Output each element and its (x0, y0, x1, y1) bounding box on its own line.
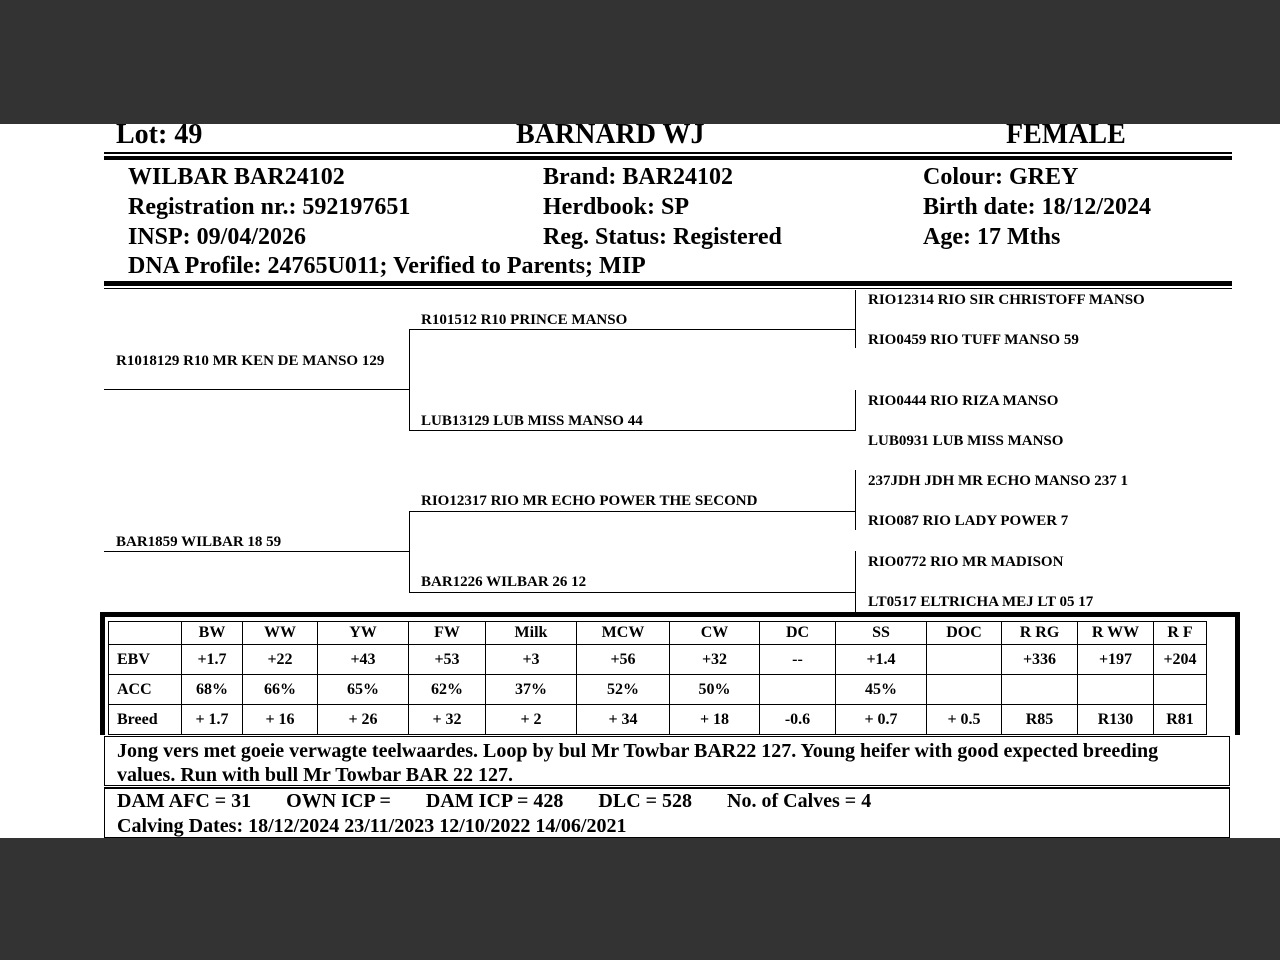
acc-cell: 65% (318, 675, 409, 705)
acc-cell: 66% (243, 675, 318, 705)
breed-cell: -0.6 (760, 705, 836, 735)
ebv-cell: +336 (1002, 645, 1078, 675)
ebv-cell: +204 (1154, 645, 1207, 675)
row-label: Breed (109, 705, 182, 735)
ebv-cell: -- (760, 645, 836, 675)
acc-cell (927, 675, 1002, 705)
ebv-cell: +53 (409, 645, 486, 675)
ebv-header-cell: DC (760, 622, 836, 645)
breed-cell: + 18 (670, 705, 760, 735)
ebv-header-cell: CW (670, 622, 760, 645)
breed-cell: R130 (1078, 705, 1154, 735)
dam-afc: DAM AFC = 31 (117, 790, 252, 812)
header-rule-thick (104, 156, 1232, 160)
ggp-6: RIO087 RIO LADY POWER 7 (868, 513, 1069, 529)
ebv-header-cell: R RG (1002, 622, 1078, 645)
acc-cell (1154, 675, 1207, 705)
dam-name: BAR1859 WILBAR 18 59 (116, 534, 282, 550)
sire-sire-line (409, 329, 856, 330)
ggp-4: LUB0931 LUB MISS MANSO (868, 433, 1064, 449)
ggp-bracket-1 (855, 290, 856, 348)
ebv-header-cell: Milk (486, 622, 577, 645)
info-rule-thick (104, 281, 1232, 286)
lot-sheet (0, 124, 1280, 838)
ebv-cell: +56 (577, 645, 670, 675)
ebv-header-cell: FW (409, 622, 486, 645)
sire-line (104, 389, 409, 390)
acc-row (109, 675, 1207, 705)
dam-dam-line (409, 592, 856, 593)
acc-cell (760, 675, 836, 705)
ebv-header-cell: R F (1154, 622, 1207, 645)
ggp-7: RIO0772 RIO MR MADISON (868, 554, 1064, 570)
breed-cell: + 0.5 (927, 705, 1002, 735)
breed-cell: + 0.7 (836, 705, 927, 735)
breed-cell: R81 (1154, 705, 1207, 735)
ebv-header-cell: BW (182, 622, 243, 645)
breed-cell: + 1.7 (182, 705, 243, 735)
breed-cell: + 34 (577, 705, 670, 735)
acc-cell: 52% (577, 675, 670, 705)
acc-cell (1078, 675, 1154, 705)
ebv-header-cell: WW (243, 622, 318, 645)
registration-number: Registration nr.: 592197651 (128, 194, 411, 220)
ebv-header-cell: DOC (927, 622, 1002, 645)
viewer-bottom-band (0, 838, 1280, 960)
own-icp: OWN ICP = (286, 790, 391, 812)
acc-cell: 45% (836, 675, 927, 705)
ggp-bracket-4 (855, 551, 856, 612)
breed-cell: + 2 (486, 705, 577, 735)
ebv-row (109, 645, 1207, 675)
ggp-bracket-2 (855, 390, 856, 430)
breed-cell: + 16 (243, 705, 318, 735)
herdbook: Herdbook: SP (543, 194, 690, 220)
ggp-1: RIO12314 RIO SIR CHRISTOFF MANSO (868, 292, 1145, 308)
dna-profile: DNA Profile: 24765U011; Verified to Parents; MIP (128, 253, 646, 279)
brand: Brand: BAR24102 (543, 164, 734, 190)
acc-cell: 37% (486, 675, 577, 705)
ebv-cell: +43 (318, 645, 409, 675)
dam-dam-name: BAR1226 WILBAR 26 12 (421, 574, 587, 590)
registration-status: Reg. Status: Registered (543, 224, 782, 250)
lot-number: Lot: 49 (116, 124, 203, 150)
sire-dam-name: LUB13129 LUB MISS MANSO 44 (421, 413, 643, 429)
breed-cell: + 26 (318, 705, 409, 735)
ebv-cell (927, 645, 1002, 675)
sire-dam-line (409, 430, 856, 431)
ebv-header-cell (109, 622, 182, 645)
ggp-8: LT0517 ELTRICHA MEJ LT 05 17 (868, 594, 1094, 610)
comment-box: Jong vers met goeie verwagte teelwaardes. Loop by bul Mr Towbar BAR22 127. Young heifer with good expected breeding values. Run with bull Mr Towbar BAR 22 127. (104, 736, 1230, 786)
ebv-header-cell: SS (836, 622, 927, 645)
row-label: EBV (109, 645, 182, 675)
ggp-3: RIO0444 RIO RIZA MANSO (868, 393, 1059, 409)
breed-row (109, 705, 1207, 735)
ebv-cell: +22 (243, 645, 318, 675)
row-label: ACC (109, 675, 182, 705)
calving-dates: Calving Dates: 18/12/2024 23/11/2023 12/10/2022 14/06/2021 (117, 815, 627, 837)
viewer-top-band (0, 0, 1280, 124)
number-of-calves: No. of Calves = 4 (727, 790, 872, 812)
ebv-cell: +1.7 (182, 645, 243, 675)
ebv-header-cell: MCW (577, 622, 670, 645)
dam-line (104, 551, 409, 552)
breed-cell: + 32 (409, 705, 486, 735)
sire-sire-name: R101512 R10 PRINCE MANSO (421, 312, 628, 328)
inspection-date: INSP: 09/04/2026 (128, 224, 307, 250)
dam-sire-line (409, 511, 856, 512)
sire-bracket (409, 329, 410, 430)
acc-cell: 62% (409, 675, 486, 705)
info-rule (104, 288, 1232, 289)
acc-cell: 68% (182, 675, 243, 705)
ebv-header-cell: R WW (1078, 622, 1154, 645)
dam-bracket (409, 511, 410, 592)
ggp-2: RIO0459 RIO TUFF MANSO 59 (868, 332, 1079, 348)
ebv-cell: +197 (1078, 645, 1154, 675)
ggp-5: 237JDH JDH MR ECHO MANSO 237 1 (868, 473, 1128, 489)
ebv-table (108, 621, 1207, 735)
colour: Colour: GREY (923, 164, 1079, 190)
ebv-header-row (109, 622, 1207, 645)
header-rule (104, 152, 1232, 154)
acc-cell (1002, 675, 1078, 705)
seller-name: BARNARD WJ (516, 124, 705, 150)
dam-icp: DAM ICP = 428 (425, 790, 564, 812)
dlc: DLC = 528 (598, 790, 693, 812)
sex-label: FEMALE (1006, 124, 1126, 150)
ebv-cell: +1.4 (836, 645, 927, 675)
animal-name: WILBAR BAR24102 (128, 164, 345, 190)
age: Age: 17 Mths (923, 224, 1061, 250)
ebv-header-cell: YW (318, 622, 409, 645)
dam-sire-name: RIO12317 RIO MR ECHO POWER THE SECOND (421, 493, 758, 509)
ebv-cell: +32 (670, 645, 760, 675)
acc-cell: 50% (670, 675, 760, 705)
breed-cell: R85 (1002, 705, 1078, 735)
birth-date: Birth date: 18/12/2024 (923, 194, 1151, 220)
ebv-cell: +3 (486, 645, 577, 675)
dam-info-box (104, 787, 1230, 838)
sire-name: R1018129 R10 MR KEN DE MANSO 129 (116, 353, 385, 369)
ggp-bracket-3 (855, 470, 856, 530)
